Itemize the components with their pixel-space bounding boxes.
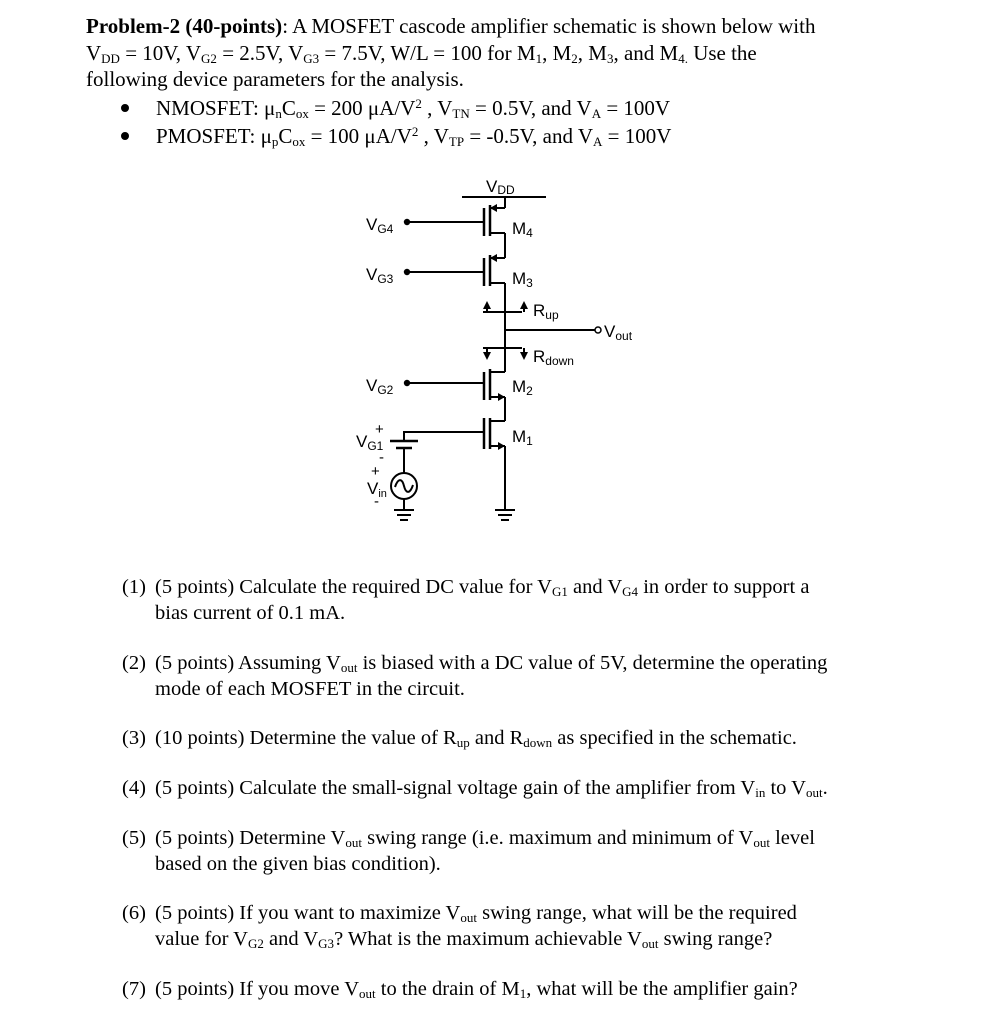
- question-2: (2) (5 points) Assuming $V_{out}$ is biased with a DC value of 5V, determine the operating mode of each MOSFET in the circuit.: [122, 652, 828, 700]
- m3-label: M3: [512, 269, 533, 290]
- rdown-label: Rdown: [533, 347, 574, 368]
- vout-terminal: [595, 327, 601, 333]
- vg1-plus: +: [375, 421, 384, 438]
- question-7: (7) (5 points) If you move $V_{out}$ to the drain of $M_1$, what will be the amplifier gain?: [122, 978, 798, 1001]
- m1-source-arrow: [498, 442, 505, 450]
- problem-header-line2: $V_{DD} = 10V$, $V_{G2} = 2.5V$, $V_{G3} = 7.5V$, W/L = 100 for $M_1$, $M_2$, $M_3$, and $M_{4.}$ Use the: [86, 41, 757, 66]
- problem-header-line1: Problem-2 (40-points): A MOSFET cascode amplifier schematic is shown below with: [86, 14, 816, 38]
- bullet-icon: [121, 132, 129, 140]
- question-1: (1) (5 points) Calculate the required DC value for $V_{G1}$ and $V_{G4}$ in order to support a bias current of 0.1 mA.: [122, 576, 810, 624]
- vg1-minus: -: [379, 449, 384, 466]
- cascode-amplifier-schematic: [340, 165, 660, 530]
- vdd-label: VDD: [486, 177, 515, 197]
- vin-label: Vin: [367, 479, 387, 500]
- question-4: (4) (5 points) Calculate the small-signal voltage gain of the amplifier from $V_{in}$ to $V_{out}$.: [122, 777, 828, 800]
- question-3: (3) (10 points) Determine the value of $R_{up}$ and $R_{down}$ as specified in the schematic.: [122, 727, 797, 750]
- vg1-label: VG1: [356, 432, 384, 453]
- vin-plus: +: [371, 463, 380, 480]
- m4-label: M4: [512, 219, 533, 240]
- problem-title: Problem-2 (40-points): [86, 14, 283, 38]
- vin-minus: -: [374, 493, 379, 510]
- question-5: (5) (5 points) Determine $V_{out}$ swing range (i.e. maximum and minimum of $V_{out}$ level based on the given bias condition).: [122, 827, 815, 875]
- nmos-parameters: NMOSFET: $\mu_nC_{ox} = 200$ $\mu A/V^2$ , $V_{TN} = 0.5V$, and $V_A = 100V$: [156, 96, 671, 121]
- pmos-parameters: PMOSFET: $\mu_pC_{ox} = 100$ $\mu A/V^2$ , $V_{TP} = -0.5V$, and $V_A = 100V$: [156, 124, 672, 149]
- question-6: (6) (5 points) If you want to maximize $V_{out}$ swing range, what will be the required value for $V_{G2}$ and $V_{G3}$? What is the maximum achievable $V_{out}$ swing range?: [122, 902, 797, 951]
- vg3-label: VG3: [366, 265, 394, 286]
- bullet-icon: [121, 104, 129, 112]
- m2-label: M2: [512, 377, 533, 398]
- m1-label: M1: [512, 427, 533, 448]
- problem-header-line3: following device parameters for the analysis.: [86, 67, 464, 91]
- m2-source-arrow: [498, 393, 505, 401]
- vg4-label: VG4: [366, 215, 394, 236]
- vg2-label: VG2: [366, 376, 394, 397]
- rup-label: Rup: [533, 301, 559, 322]
- vout-label: Vout: [604, 322, 633, 343]
